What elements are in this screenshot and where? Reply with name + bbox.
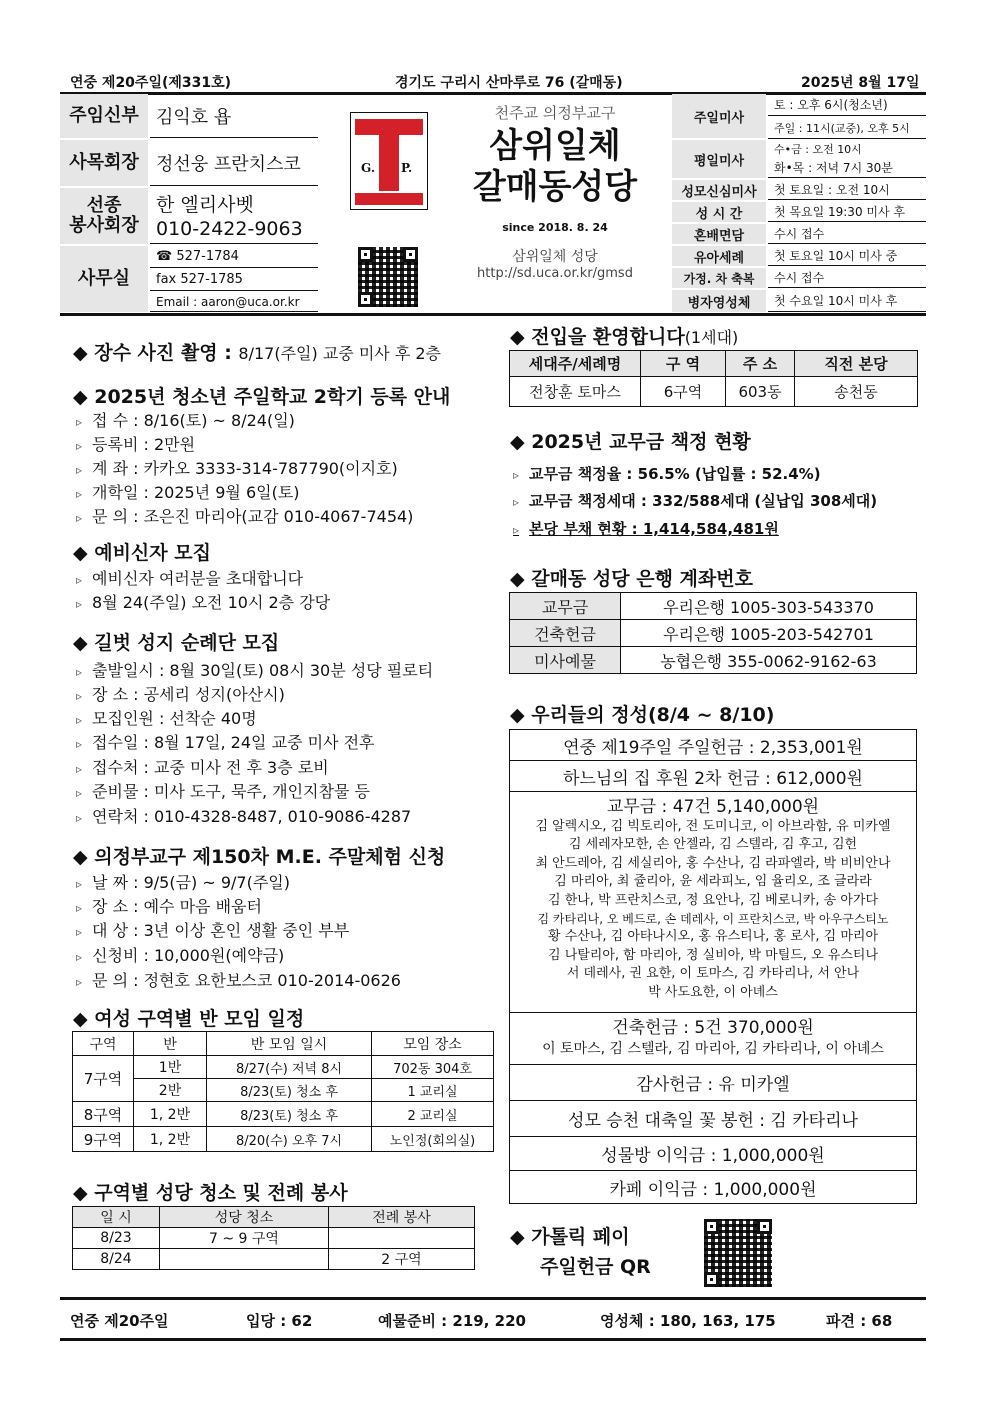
bank-title: ◆ 갈매동 성당 은행 계좌번호: [510, 568, 753, 590]
parish-title-line2: 갈매동성당: [472, 167, 638, 207]
office-label: 사무실: [60, 246, 148, 312]
footer-rule-bottom: [60, 1338, 926, 1341]
parish-title-line1: 삼위일체: [489, 126, 621, 166]
table-header: 구역: [73, 1032, 134, 1056]
table-cell: 9구역: [73, 1127, 134, 1152]
mass-label-marian: 성모신심미사: [672, 180, 766, 200]
table-header: 주 소: [726, 351, 795, 377]
table-cell: 1, 2반: [134, 1127, 207, 1152]
table-row: [73, 1032, 494, 1056]
shop-profit: 성물방 이익금 : 1,000,000원: [510, 1137, 916, 1171]
donor-line: 박 사도요한, 이 아녜스: [648, 984, 778, 1000]
address: 경기도 구리시 산마루로 76 (갈매동): [395, 75, 623, 91]
list-item: ▹ 연락처 : 010-4328-8487, 010-9086-4287: [76, 804, 411, 827]
list-item: ▹ 예비신자 여러분을 초대합니다: [76, 566, 303, 589]
table-cell: [160, 1249, 329, 1270]
list-item: ▹ 대 상 : 3년 이상 혼인 생활 중인 부부: [76, 918, 349, 941]
council-label: 사목회장: [60, 140, 148, 186]
mass-weekday-2: 화•목 : 저녁 7시 30분: [768, 157, 926, 178]
funeral-name: 한 엘리사벳: [156, 193, 254, 216]
footer-entrance: 입당 : 62: [246, 1312, 313, 1330]
mass-label-marriage: 혼배면담: [672, 224, 766, 244]
pay-title-2: 주일헌금 QR: [540, 1256, 651, 1278]
table-cell: 교무금: [510, 593, 621, 620]
table-cell: 2 구역: [329, 1249, 475, 1270]
donor-line: 김 나탈리아, 함 마리아, 정 실비아, 박 마틸드, 오 유스티나: [548, 947, 878, 963]
mass-baptism: 첫 토요일 10시 미사 중: [768, 246, 926, 266]
mass-label-sunday: 주일미사: [672, 94, 766, 138]
table-cell: 1 교리실: [372, 1079, 494, 1102]
mass-marian: 첫 토요일 : 오전 10시: [768, 180, 926, 200]
list-item: ▹ 접수일 : 8월 17일, 24일 교중 미사 전후: [76, 730, 374, 753]
table-cell: 702동 304호: [372, 1056, 494, 1079]
table-row: [73, 1249, 475, 1270]
list-item: ▹ 개학일 : 2025년 9월 6일(토): [76, 480, 300, 503]
table-header: 성당 청소: [160, 1207, 329, 1228]
pastor-name: 김익호 욥: [150, 94, 318, 138]
parish-logo: [350, 112, 428, 210]
table-header: 일 시: [73, 1207, 160, 1228]
table-cell: [329, 1228, 475, 1249]
mass-sunday-main: 주일 : 11시(교중), 오후 5시: [768, 117, 926, 139]
table-cell: 전창훈 토마스: [510, 377, 641, 407]
table-header: 구 역: [641, 351, 726, 377]
me-title: ◆ 의정부교구 제150차 M.E. 주말체험 신청: [73, 846, 446, 868]
table-row: [510, 351, 918, 377]
mass-label-holyhour: 성 시 간: [672, 202, 766, 222]
building-donors: [510, 1013, 916, 1065]
list-item: ▹ 문 의 : 정현호 요한보스코 010-2014-0626: [76, 968, 401, 991]
footer-communion: 영성체 : 180, 163, 175: [600, 1312, 776, 1330]
table-cell: 우리은행 1005-303-543370: [621, 593, 917, 620]
mass-label-weekday: 평일미사: [672, 140, 766, 178]
sunday-school-title: ◆ 2025년 청소년 주일학교 2학기 등록 안내: [73, 386, 451, 408]
list-item: ▹ 출발일시 : 8월 30일(토) 08시 30분 성당 필로티: [76, 658, 433, 681]
mass-sunday-sat: 토 : 오후 6시(청소년): [768, 94, 926, 116]
table-cell: 미사예물: [510, 647, 621, 674]
building-head: 건축헌금 : 5건 370,000원: [612, 1018, 814, 1038]
table-row: [510, 647, 917, 674]
website-qr-code[interactable]: [358, 247, 418, 307]
flower-offering: 성모 승천 대축일 꽃 봉헌 : 김 카타리나: [510, 1101, 916, 1137]
catechumen-title: ◆ 예비신자 모집: [73, 542, 211, 564]
table-row: [510, 620, 917, 647]
footer-recessional: 파견 : 68: [826, 1312, 893, 1330]
issue-label: 연중 제20주일(제331호): [70, 75, 232, 91]
house-offering: 하느님의 집 후원 2차 헌금 : 612,000원: [510, 761, 916, 792]
table-cell: 8/23(토) 청소 후: [207, 1102, 372, 1127]
donor-line: 김 마리아, 최 쥴리아, 윤 세라피노, 임 율리오, 조 글라라: [554, 874, 872, 890]
table-row: [510, 593, 917, 620]
list-item: ▹ 준비물 : 미사 도구, 묵주, 개인지참물 등: [76, 779, 370, 802]
list-item: ▹ 계 좌 : 카카오 3333-314-787790(이지호): [76, 456, 398, 479]
pastor-label: 주임신부: [60, 94, 148, 138]
website-url[interactable]: http://sd.uca.or.kr/gmsd: [477, 266, 633, 281]
cleaning-title: ◆ 구역별 성당 청소 및 전례 봉사: [73, 1182, 348, 1204]
longevity-title: ◆ 장수 사진 촬영 :: [73, 342, 232, 364]
donor-line: 김 한나, 박 프란치스코, 정 요안나, 김 베로니카, 송 아가다: [548, 892, 878, 908]
table-row: [73, 1056, 494, 1079]
mass-sick: 첫 수요일 10시 미사 후: [768, 290, 926, 312]
welcome-table: [509, 350, 918, 407]
building-names: 이 토마스, 김 스텔라, 김 마리아, 김 카타리나, 이 아녜스: [542, 1041, 884, 1057]
list-item: ▹ 장 소 : 예수 마음 배움터: [76, 894, 262, 917]
table-row: [73, 1207, 475, 1228]
table-cell: 2반: [134, 1079, 207, 1102]
women-group-table: [72, 1031, 494, 1152]
list-item: ▹ 날 짜 : 9/5(금) ~ 9/7(주일): [76, 870, 290, 893]
table-cell: 건축헌금: [510, 620, 621, 647]
table-header: 반 모임 일시: [207, 1032, 372, 1056]
table-header: 모임 장소: [372, 1032, 494, 1056]
list-item: ▹ 문 의 : 조은진 마리아(교감 010-4067-7454): [76, 504, 413, 527]
table-header: 전례 봉사: [329, 1207, 475, 1228]
table-header: 직전 본당: [795, 351, 918, 377]
mass-label-blessing: 가정. 차 축복: [672, 268, 766, 288]
donor-line: 황 수산나, 김 아타나시오, 홍 유스티나, 홍 로사, 김 마리아: [548, 929, 878, 945]
office-fax: fax 527-1785: [150, 269, 318, 291]
dues-donor-head: 교무금 : 47건 5,140,000원: [606, 797, 820, 817]
diocese-name: 천주교 의정부교구: [494, 104, 616, 122]
offering-box: [509, 729, 917, 1204]
table-cell: 6구역: [641, 377, 726, 407]
mass-weekday-1: 수•금 : 오전 10시: [774, 143, 862, 156]
office-email[interactable]: Email : aaron@uca.or.kr: [150, 292, 318, 312]
table-cell: 8/24: [73, 1249, 160, 1270]
mass-label-baptism: 유아세례: [672, 246, 766, 266]
cafe-profit: 카페 이익금 : 1,000,000원: [609, 1179, 817, 1200]
cleaning-table: [72, 1206, 475, 1270]
footer-week: 연중 제20주일: [70, 1312, 169, 1330]
mass-blessing: 수시 접수: [768, 268, 926, 288]
table-cell: 1반: [134, 1056, 207, 1079]
table-cell: 2 교리실: [372, 1102, 494, 1127]
since-date: since 2018. 8. 24: [502, 221, 608, 234]
table-cell: 송천동: [795, 377, 918, 407]
donor-line: 서 데레사, 권 요한, 이 토마스, 김 카타리나, 서 안나: [566, 966, 860, 982]
donor-line: 김 카타리나, 오 베드로, 손 데레사, 이 프란치스코, 박 아우구스티노: [537, 912, 889, 927]
site-name: 삼위일체 성당: [512, 249, 598, 265]
list-item: ▹ 등록비 : 2만원: [76, 432, 195, 455]
logo-letter-p: P.: [401, 161, 413, 175]
sunday-offering: 연중 제19주일 주일헌금 : 2,353,001원: [510, 730, 916, 761]
table-header: 세대주/세례명: [510, 351, 641, 377]
table-cell: 7구역: [73, 1056, 134, 1102]
table-row: [73, 1127, 494, 1152]
table-cell: 1, 2반: [134, 1102, 207, 1127]
welcome-title: ◆ 전입을 환영합니다: [510, 326, 685, 348]
table-cell: 8/23(토) 청소 후: [207, 1079, 372, 1102]
table-cell: 8/27(수) 저녁 8시: [207, 1056, 372, 1079]
welcome-section: [510, 322, 738, 349]
funeral-phone: 010-2422-9063: [150, 214, 318, 244]
list-item: ▹ 교무금 책정율 : 56.5% (납입률 : 52.4%): [513, 463, 821, 484]
footer-rule-top: [60, 1297, 926, 1300]
mass-marriage: 수시 접수: [768, 224, 926, 244]
issue-date: 2025년 8월 17일: [801, 75, 920, 91]
list-item: ▹ 접수처 : 교중 미사 전 후 3층 로비: [76, 755, 329, 778]
table-row: [73, 1228, 475, 1249]
table-cell: 농협은행 355-0062-9162-63: [621, 647, 917, 674]
table-header: 반: [134, 1032, 207, 1056]
table-row: [73, 1102, 494, 1127]
table-cell: 603동: [726, 377, 795, 407]
list-item: ▹ 교무금 책정세대 : 332/588세대 (실납입 308세대): [513, 490, 877, 511]
thanks-offering: 감사헌금 : 유 미카엘: [510, 1065, 916, 1101]
offering-qr-code[interactable]: [704, 1219, 772, 1287]
table-cell: 우리은행 1005-203-542701: [621, 620, 917, 647]
council-name: 정선웅 프란치스코: [150, 140, 318, 186]
list-item: ▹ 신청비 : 10,000원(예약금): [76, 943, 284, 966]
list-item: ▹ 모집인원 : 선착순 40명: [76, 706, 257, 729]
table-row: [73, 1079, 494, 1102]
donor-line: 김 세레자모한, 손 안젤라, 김 스텔라, 김 후고, 김헌: [568, 837, 858, 853]
pilgrimage-title: ◆ 길벗 성지 순례단 모집: [73, 632, 280, 654]
table-cell: 7 ~ 9 구역: [160, 1228, 329, 1249]
pay-title-1: ◆ 가톨릭 페이: [510, 1226, 630, 1248]
donor-line: 최 안드레아, 김 세실리아, 홍 수산나, 김 라파엘라, 박 비비안나: [535, 855, 891, 871]
dues-donor-list: [510, 818, 916, 1002]
bank-table: [509, 592, 917, 674]
offering-title: ◆ 우리들의 정성(8/4 ~ 8/10): [510, 704, 775, 726]
longevity-notice: [73, 338, 441, 365]
footer-offertory: 예물준비 : 219, 220: [378, 1312, 526, 1330]
table-cell: 8/20(수) 오후 7시: [207, 1127, 372, 1152]
women-group-title: ◆ 여성 구역별 반 모임 일정: [73, 1008, 305, 1030]
longevity-detail: 8/17(주일) 교중 미사 후 2층: [238, 344, 442, 363]
mass-holyhour: 첫 목요일 19:30 미사 후: [768, 202, 926, 222]
header-rule: [60, 313, 926, 316]
list-item: ▹ 장 소 : 공세리 성지(아산시): [76, 682, 285, 705]
dues-title: ◆ 2025년 교무금 책정 현황: [510, 431, 751, 453]
list-item: ▹ 8월 24(주일) 오전 10시 2층 강당: [76, 590, 330, 613]
table-cell: 노인정(회의실): [372, 1127, 494, 1152]
donor-line: 김 알렉시오, 김 빅토리아, 전 도미니코, 이 아브라함, 유 미카엘: [535, 819, 891, 834]
dues-donors: [510, 792, 916, 1013]
list-item: ▹ 본당 부채 현황 : 1,414,584,481원: [513, 518, 779, 539]
funeral-label: 선종 봉사회장: [60, 188, 148, 244]
table-row: [510, 377, 918, 407]
mass-label-sick: 병자영성체: [672, 290, 766, 312]
office-tel: ☎ 527-1784: [150, 246, 318, 268]
list-item: ▹ 접 수 : 8/16(토) ~ 8/24(일): [76, 408, 295, 431]
logo-letter-g: G.: [361, 161, 375, 175]
welcome-count: (1세대): [684, 328, 739, 347]
parish-name-block: [440, 102, 670, 281]
table-cell: 8구역: [73, 1102, 134, 1127]
table-cell: 8/23: [73, 1228, 160, 1249]
